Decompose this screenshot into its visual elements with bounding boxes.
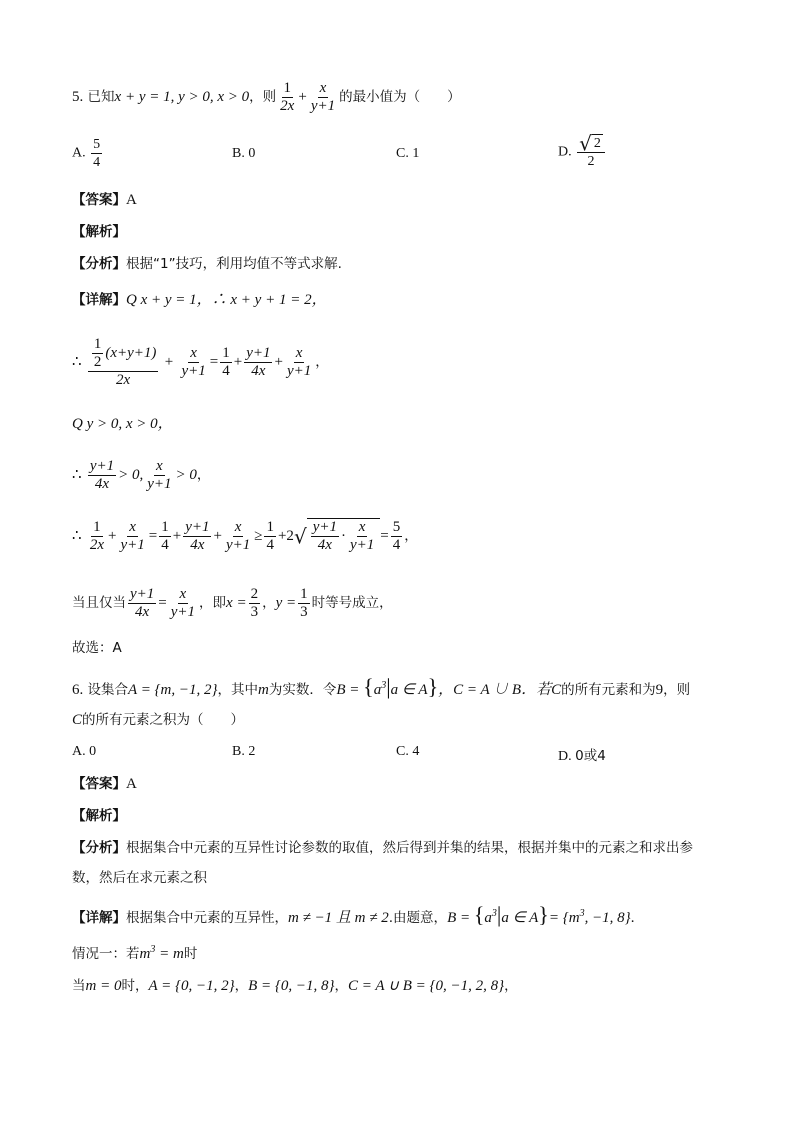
q6-answer: 【答案】A bbox=[72, 776, 137, 792]
q6-fenxi: 【分析】根据集合中元素的互异性讨论参数的取值，然后得到并集的结果，根据并集中的元素之和求出参 bbox=[72, 840, 693, 856]
q6-case1: 情况一：若$m^3 = m$时 bbox=[72, 944, 198, 962]
q5-option-b: B. 0 bbox=[232, 146, 256, 161]
q5-derivation-1: ∴ $\frac{1}{2}$ (x+y+1) 2x + $\frac{x}{y+1}$ = $\frac{1}{4}$ + $\frac{y+1}{4x}$ + $\frac{x}{y+1}$ ， bbox=[72, 336, 329, 388]
q5-derivation-2: ∴ $\frac{y+1}{4x}$ > 0, $\frac{x}{y+1}$ > 0， bbox=[72, 458, 211, 492]
fraction: $\frac{1}{2x}$ bbox=[280, 80, 295, 114]
q5-stem: 5. 已知x + y = 1, y > 0, x > 0，则 $\frac{1}{2x}$ + $\frac{x}{y+1}$ 的最小值为（ ） bbox=[72, 80, 461, 114]
q6-option-b: B. 2 bbox=[232, 744, 256, 759]
q5-option-c: C. 1 bbox=[396, 146, 420, 161]
q6-fenxi-2: 数，然后在求元素之积 bbox=[72, 870, 207, 886]
q6-option-a: A. 0 bbox=[72, 744, 97, 759]
q6-option-d: D. 0或4 bbox=[558, 748, 606, 764]
fraction: $\frac{x}{y+1}$ bbox=[310, 80, 336, 114]
q6-stem: 6. 设集合A = {m, −1, 2}，其中m为实数．令$B = \{a^3|a$ ∈ A}，C = A ∪ B．若C的所有元素和为9，则 bbox=[72, 674, 691, 699]
q5-fenxi: 【分析】根据“1”技巧，利用均值不等式求解. bbox=[72, 256, 342, 272]
q5-equality: 当且仅当 $\frac{y+1}{4x}$ = $\frac{x}{y+1}$ ，即x = $\frac{2}{3}$ ，y = $\frac{1}{3}$ 时等号成立， bbox=[72, 586, 393, 620]
q5-option-a: A. $\frac{5}{4}$ bbox=[72, 137, 101, 170]
q6-option-c: C. 4 bbox=[396, 744, 420, 759]
q6-analysis-tag: 【解析】 bbox=[72, 808, 126, 824]
q5-derivation-3: ∴ $\frac{1}{2x}$ + $\frac{x}{y+1}$ = $\frac{1}{4}$ + $\frac{y+1}{4x}$ + $\frac{x}{y+1}$ ≥ $\frac{1}{4}$ +2√ $\frac{y+1}{4x}$ · $\frac{x}{y+1}$ = $\frac{5}{4}$ ， bbox=[72, 519, 418, 553]
q6-stem-line2: C的所有元素之积为（ ） bbox=[72, 712, 245, 728]
q5-option-d: D. $\frac{√ 2}{2}$ bbox=[558, 134, 607, 170]
q5-condition: Q y > 0, x > 0， bbox=[72, 416, 173, 432]
q5-xiangjie-line1: 【详解】Q x + y = 1，∴ x + y + 1 = 2， bbox=[72, 292, 327, 308]
q6-case1-m0: 当m = 0时，A = {0, −1, 2}，B = {0, −1, 8}，C = A ∪ B = {0, −1, 2, 8}， bbox=[72, 978, 518, 994]
q5-answer: 【答案】A bbox=[72, 192, 137, 208]
q6-xiangjie: 【详解】根据集合中元素的互异性，m ≠ −1 且 m ≠ 2.由题意，$B = \{a^3|a$ ∈ $A\}= \{m^3$, −1, 8}. bbox=[72, 902, 635, 927]
q5-analysis-tag: 【解析】 bbox=[72, 224, 126, 240]
q5-choice: 故选：A bbox=[72, 640, 122, 656]
